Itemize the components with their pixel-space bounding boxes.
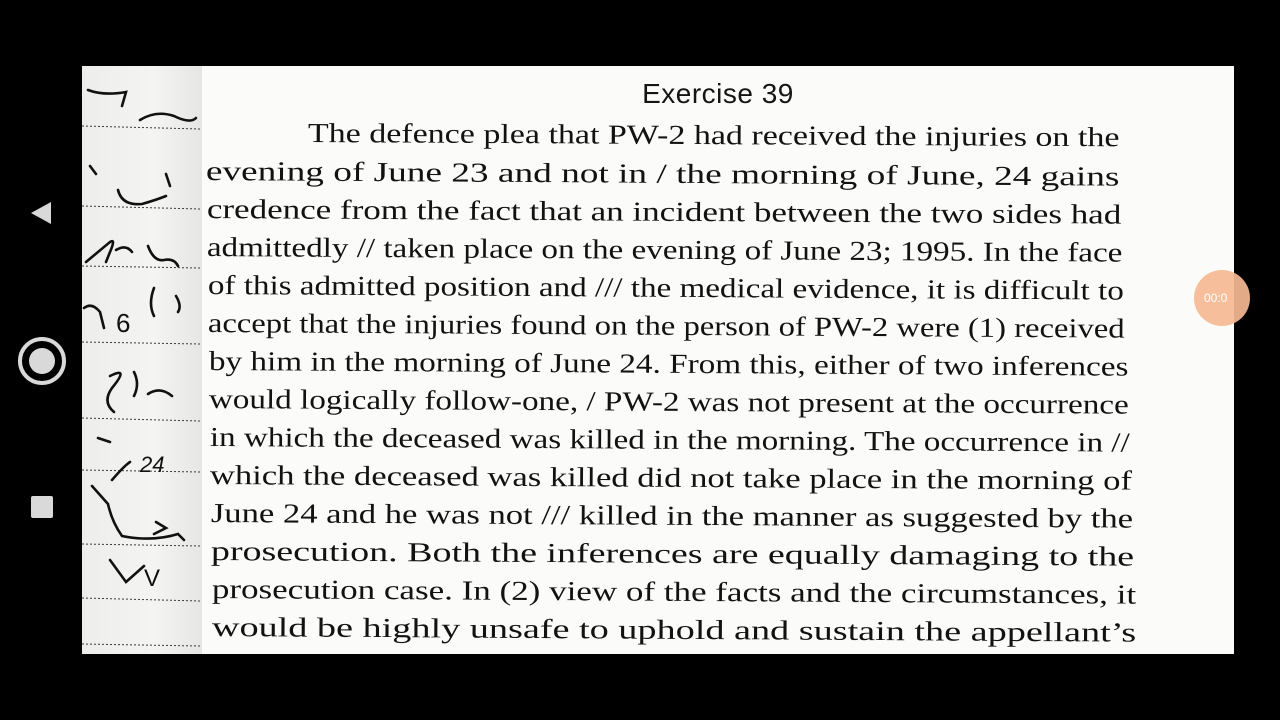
shorthand-number-6: 6: [116, 308, 131, 338]
handwritten-shorthand: [82, 66, 202, 654]
text-line: by him in the morning of June 24. From this, either of two inferences: [208, 345, 1129, 382]
passage-text: [202, 66, 1234, 654]
text-line: would be highly unsafe to uphold and sustain the appellant’s: [211, 611, 1137, 648]
home-circle-icon: [17, 336, 67, 386]
textbook-page: [202, 66, 1234, 654]
text-line: prosecution case. In (2) view of the facts and the circumstances, it: [211, 573, 1137, 610]
back-button[interactable]: [29, 200, 53, 226]
text-line: prosecution. Both the inferences are equally damaging to the: [210, 535, 1135, 572]
back-triangle-icon: [29, 200, 53, 226]
shorthand-number-24: 24: [140, 452, 165, 477]
text-line: June 24 and he was not /// killed in the manner as suggested by the: [210, 497, 1134, 534]
exercise-title: Exercise 39: [642, 78, 794, 109]
text-line: The defence plea that PW-2 had received the injuries on the: [307, 117, 1120, 153]
shorthand-notes-strip: [82, 66, 204, 654]
recents-square-icon: [30, 495, 54, 519]
text-line: in which the deceased was killed in the morning. The occurrence in //: [209, 421, 1130, 458]
text-line: evening of June 23 and not in / the morning of June, 24 gains: [205, 155, 1120, 192]
text-line: admittedly // taken place on the evening of June 23; 1995. In the face: [206, 231, 1123, 268]
timer-text: 00:0: [1204, 291, 1228, 305]
home-button[interactable]: [17, 336, 67, 386]
text-line: which the deceased was killed did not take place in the morning of: [209, 459, 1133, 496]
recording-timer-badge[interactable]: [1194, 270, 1250, 326]
text-line: would logically follow-one, / PW-2 was not present at the occurrence: [208, 383, 1129, 420]
document-photo: [82, 66, 1234, 654]
shorthand-letter-v: V: [144, 565, 161, 592]
text-line: accept that the injuries found on the person of PW-2 were (1) received: [207, 307, 1125, 344]
recents-button[interactable]: [30, 495, 54, 519]
text-line: of this admitted position and /// the medical evidence, it is difficult to: [207, 269, 1124, 306]
text-line: credence from the fact that an incident between the two sides had: [206, 193, 1122, 230]
